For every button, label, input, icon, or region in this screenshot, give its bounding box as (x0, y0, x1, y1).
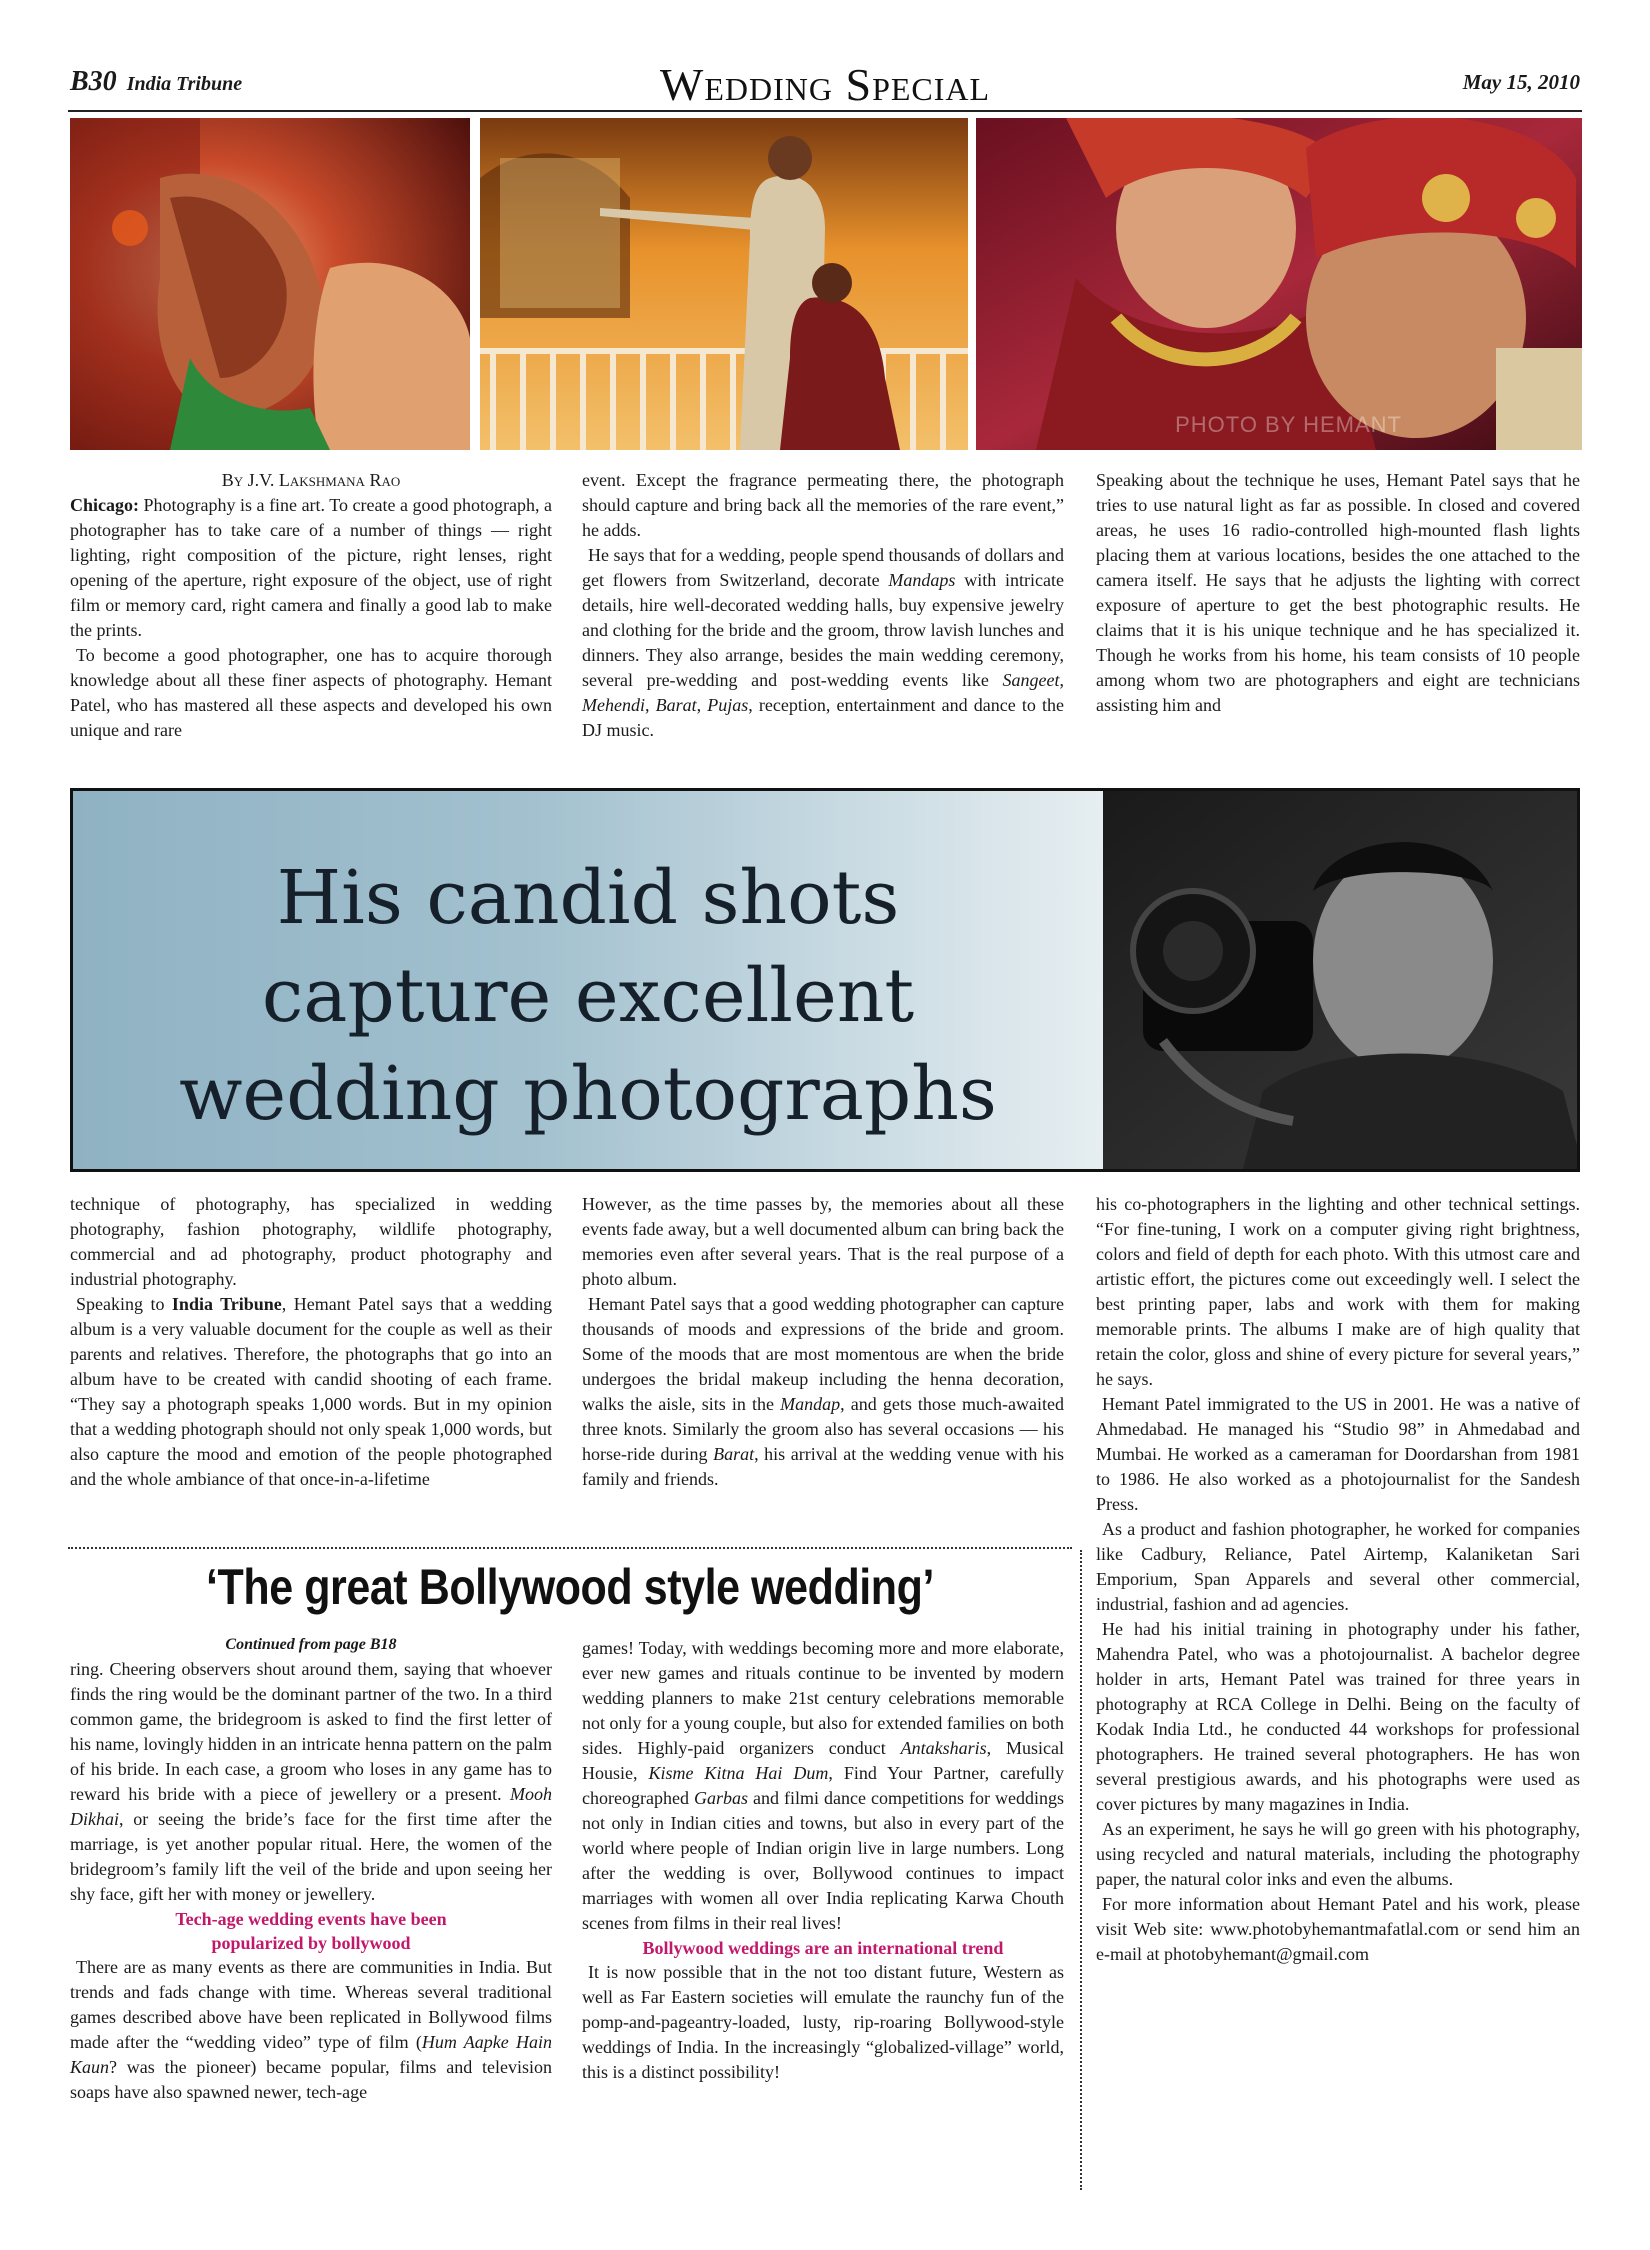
article-paragraph: He had his initial training in photography under his father, Mahendra Patel, who was a photojournalist. A bachelor degree holder in arts, Hemant Patel was trained for three years in photography at RCA College in Delhi. Being on the faculty of Kodak India Ltd., he conducted 44 workshops for professional photographers. He trained several photographers. He has won several prestigious awards, and his photographs were used as cover pictures by many magazines in India. (1096, 1619, 1580, 1814)
article-paragraph: To become a good photographer, one has to acquire thorough knowledge about all these finer aspects of photography. Hemant Patel, who has mastered all these aspects and developed his own unique and rare (70, 645, 552, 740)
bride-groom-closeup-image (976, 118, 1582, 450)
subhead-tech-age: Tech-age wedding events have been popularized by bollywood (175, 1909, 447, 1953)
photographer-portrait (1103, 791, 1580, 1169)
dotted-divider-vertical (1080, 1550, 1082, 2190)
article1-column3-middle (1096, 1192, 1580, 1967)
byline: By J.V. Lakshmana Rao (221, 470, 401, 490)
section-title: Wedding Special (659, 59, 991, 110)
article1-column3-top (1096, 468, 1580, 718)
header-rule (68, 110, 1582, 112)
subhead-international-trend: Bollywood weddings are an international trend (642, 1938, 1004, 1958)
article-paragraph: games! Today, with weddings becoming more and more elaborate, ever new games and rituals continue to be invented by modern wedding planners to make 21st century celebrations memorable not only for a young couple, but also for extended families on both sides. Highly-paid organizers conduct Antaksharis, Musical Housie, Kisme Kitna Hai Dum, Find Your Partner, carefully choreographed Garbas and filmi dance competitions for weddings not only in Indian cities and towns, but also in every part of the world where people of Indian origin live in large numbers. Long after the wedding is over, Bollywood continues to impact marriages with women all over India replicating Karwa Chouth scenes from films in their real lives! (582, 1638, 1064, 1933)
article-paragraph: He says that for a wedding, people spend thousands of dollars and get flowers from Switzerland, decorate Mandaps with intricate details, hire well-decorated wedding halls, buy expensive jewelry and clothing for the bride and the groom, throw lavish lunches and dinners. They also arrange, besides the main wedding ceremony, several pre-wedding and post-wedding events like Sangeet, Mehendi, Barat, Pujas, reception, entertainment and dance to the DJ music. (582, 545, 1065, 740)
dotted-divider-horizontal (68, 1547, 1072, 1549)
henna-hands-photo (70, 118, 470, 450)
article-paragraph: As an experiment, he says he will go green with his photography, using recycled and natural materials, including the photography paper, the natural color inks and even the albums. (1096, 1819, 1580, 1889)
article-paragraph: event. Except the fragrance permeating there, the photograph should capture and bring back all the memories of the rare event,” he adds. (582, 470, 1064, 540)
article-paragraph: Speaking about the technique he uses, Hemant Patel says that he tries to use natural light as far as possible. In closed and covered areas, he uses 16 radio-controlled high-mounted flash lights placing them at various locations, besides the one attached to the camera itself. He says that he adjusts the lighting with correct exposure of aperture to get the best photographic results. He claims that it is his unique technique and he has specialized it. Though he works from his home, his team consists of 10 people among whom two are photographers and eight are technicians assisting him and (1096, 470, 1580, 715)
article-paragraph: ring. Cheering observers shout around them, saying that whoever finds the ring would be the dominant partner of the two. In a third common game, the bridegroom is asked to find the first letter of his name, lovingly hidden in an intricate henna pattern on the palm of his bride. In each case, a groom who loses in any game has to reward his bride with a piece of jewellery or a present. Mooh Dikhai, or seeing the bride’s face for the first time after the marriage, is yet another popular ritual. Here, the women of the bridegroom’s family lift the veil of the bride and upon seeing her shy face, gift her with money or jewellery. (70, 1659, 552, 1904)
henna-hands-image (70, 118, 470, 450)
article-paragraph: However, as the time passes by, the memories about all these events fade away, but a well documented album can bring back the memories even after several years. That is the real purpose of a photo album. (582, 1194, 1064, 1289)
issue-date: May 15, 2010 (1462, 70, 1580, 94)
article-paragraph: As a product and fashion photographer, he worked for companies like Cadbury, Reliance, Patel Airtemp, Kalaniketan Sari Emporium, Span Apparels and several other commercial, industrial, fashion and ad agencies. (1096, 1519, 1580, 1614)
article-paragraph: Hemant Patel immigrated to the US in 2001. He was a native of Ahmedabad. He managed his “Studio 98” in Ahmedabad and Mumbai. He worked as a cameraman for Doordarshan from 1981 to 1986. He also worked as a photojournalist for the Sandesh Press. (1096, 1394, 1580, 1514)
couple-pavilion-photo (480, 118, 968, 450)
publication-name: India Tribune (126, 73, 243, 95)
article-paragraph: Hemant Patel says that a good wedding photographer can capture thousands of moods and expressions of the bride and groom. Some of the moods that are most momentous are when the bride undergoes the bridal makeup including the henna decoration, walks the aisle, sits in the Mandap, and gets those much-awaited three knots. Similarly the groom also has several occasions — his horse-ride during Barat, his arrival at the wedding venue with his family and friends. (582, 1294, 1064, 1489)
article1-column2-middle (582, 1192, 1064, 1492)
article-paragraph: It is now possible that in the not too distant future, Western as well as Far Eastern societies will emulate the raunchy fun of the pomp-and-pageantry-loaded, lusty, rip-roaring Bollywood-style weddings of India. In the increasingly “globalized-village” world, this is a distinct possibility! (582, 1962, 1064, 2082)
photo-watermark: PHOTO BY HEMANT (1175, 412, 1402, 437)
photographer-portrait-image (1103, 791, 1580, 1169)
article1-column1-middle (70, 1192, 552, 1492)
continued-note: Continued from page B18 (225, 1636, 397, 1653)
dateline: Chicago: (70, 495, 139, 515)
page-number: B30 (70, 66, 117, 97)
article2-column1 (70, 1632, 552, 2105)
article-paragraph: There are as many events as there are communities in India. But trends and fads change with time. Whereas several traditional games described above have been replicated in Bollywood films made after the “wedding video” type of film (Hum Aapke Hain Kaun? was the pioneer) became popular, films and television soaps have also spawned newer, tech-age (70, 1957, 552, 2102)
article1-column2-top (582, 468, 1064, 743)
article-paragraph: Speaking to India Tribune, Hemant Patel says that a wedding album is a very valuable document for the couple as well as their parents and relatives. Therefore, the photographs that go into an album have to be created with candid shooting of each frame. “They say a photograph speaks 1,000 words. But in my opinion that a wedding photograph should not only speak 1,000 words, but also capture the mood and emotion of the people photographed and the whole ambiance of that once-in-a-lifetime (70, 1294, 552, 1489)
article-paragraph: Chicago: Photography is a fine art. To create a good photograph, a photographer has to take care of a number of things — right lighting, right composition of the picture, right lenses, right opening of the aperture, right exposure of the object, use of right film or memory card, right camera and finally a good lab to make the prints. (70, 495, 552, 640)
article-paragraph: technique of photography, has specialized in wedding photography, fashion photography, wildlife photography, commercial and ad photography, product photography and industrial photography. (70, 1194, 552, 1289)
bride-groom-closeup-photo (976, 118, 1582, 450)
article-paragraph: For more information about Hemant Patel and his work, please visit Web site: www.photobyhemantmafatlal.com or send him an e-mail at photobyhemant@gmail.com (1096, 1894, 1580, 1964)
bollywood-headline: ‘The great Bollywood style wedding’ (206, 1559, 934, 1615)
article-headline: His candid shots capture excellent wedding photographs (179, 855, 997, 1137)
article2-column2 (582, 1636, 1064, 2085)
article1-column1-top (70, 468, 552, 743)
page-header-left (70, 66, 370, 106)
article-paragraph: his co-photographers in the lighting and other technical settings. “For fine-tuning, I work on a computer giving right brightness, colors and field of depth for each photo. With this utmost care and artistic effort, the pictures come out exceedingly well. I select the best printing paper, labs and work with them for making memorable prints. The albums I make are of high quality that retain the color, gloss and shine of every picture for several years,” he says. (1096, 1194, 1580, 1389)
headline-banner (70, 788, 1580, 1172)
couple-pavilion-image (480, 118, 968, 450)
